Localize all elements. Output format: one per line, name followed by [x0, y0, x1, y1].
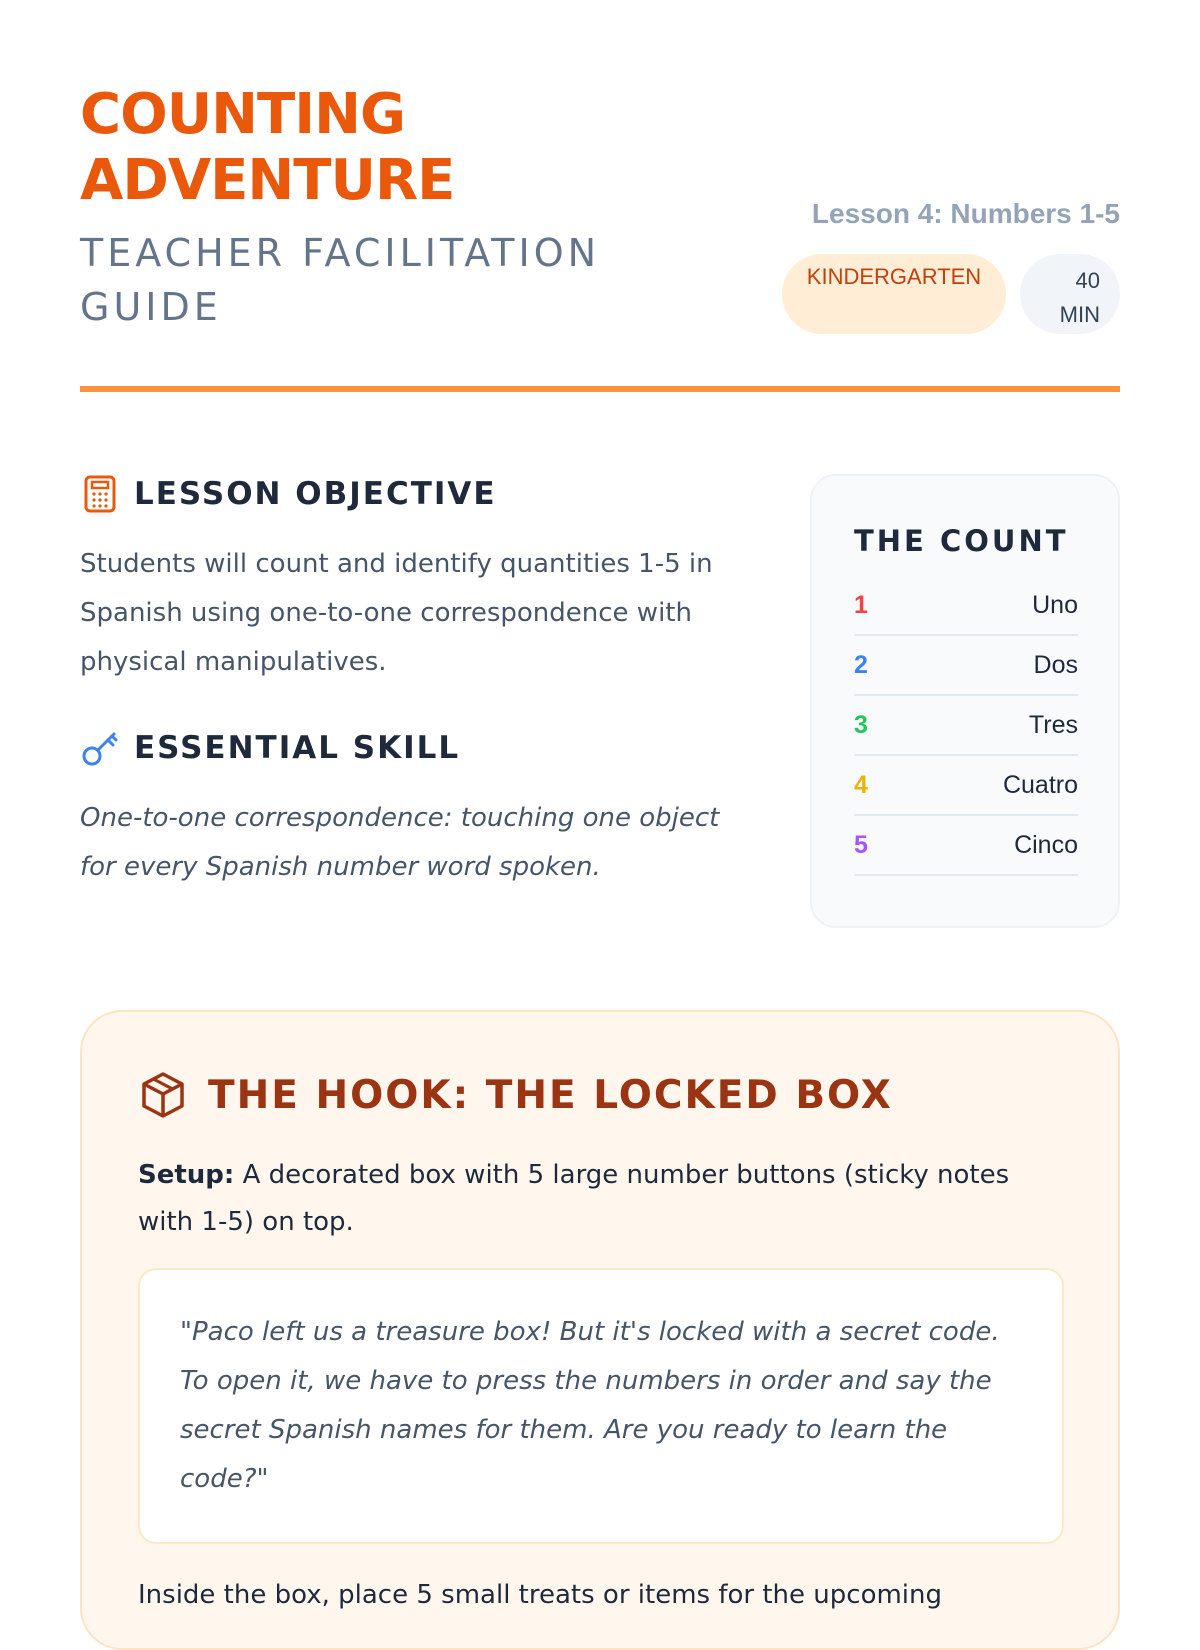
- count-word: Cuatro: [1002, 770, 1078, 799]
- count-number: 3: [854, 710, 868, 739]
- count-row: [854, 636, 1078, 696]
- hook-card: [80, 1010, 1120, 1650]
- header-divider: [80, 386, 1120, 392]
- objective-text: Students will count and identify quantities 1-5 in Spanish using one-to-one correspondence with physical manipulatives.: [80, 549, 713, 677]
- count-card: [810, 474, 1120, 928]
- setup-text: A decorated box with 5 large number buttons (sticky notes with 1-5) on top.: [138, 1160, 1010, 1237]
- skill-heading-row: [80, 728, 460, 768]
- skill-heading: ESSENTIAL SKILL: [134, 730, 461, 766]
- count-word: Cinco: [1014, 830, 1078, 859]
- objective-heading: LESSON OBJECTIVE: [134, 476, 497, 512]
- hook-setup: [138, 1152, 1038, 1246]
- count-number: 5: [854, 830, 868, 859]
- count-heading: THE COUNT: [854, 524, 1069, 558]
- objective-heading-row: [80, 474, 497, 514]
- page-subtitle: TEACHER FACILITATION GUIDE: [80, 231, 601, 329]
- box-icon: [138, 1070, 188, 1120]
- hook-heading: THE HOOK: THE LOCKED BOX: [208, 1072, 893, 1118]
- count-word: Tres: [1028, 710, 1078, 739]
- hook-heading-row: [138, 1070, 893, 1120]
- calculator-icon: [80, 474, 120, 514]
- count-word: Dos: [1033, 650, 1078, 679]
- grade-badge: KINDERGARTEN: [782, 254, 1006, 334]
- count-row: [854, 816, 1078, 876]
- hook-after-text: Inside the box, place 5 small treats or items for the upcoming: [138, 1580, 943, 1610]
- hook-quote: "Paco left us a treasure box! But it's locked with a secret code. To open it, we have to press the numbers in order and say the secret Spanish names for them. Are you ready to learn the code?": [180, 1317, 1000, 1494]
- count-word: Uno: [1032, 590, 1078, 619]
- count-number: 4: [854, 770, 868, 799]
- setup-label: Setup:: [138, 1160, 235, 1190]
- duration-badge: 40 MIN: [1020, 254, 1120, 334]
- count-number: 2: [854, 650, 868, 679]
- count-number: 1: [854, 590, 868, 619]
- count-row: [854, 576, 1078, 636]
- lesson-label: Lesson 4: Numbers 1-5: [811, 198, 1120, 229]
- lesson-guide-page: [80, 0, 1120, 1610]
- key-icon: [80, 728, 120, 768]
- page-title: COUNTING ADVENTURE: [80, 82, 455, 213]
- hook-quote-box: [138, 1268, 1064, 1544]
- skill-text: One-to-one correspondence: touching one object for every Spanish number word spoken.: [80, 803, 720, 882]
- count-list: [854, 576, 1078, 876]
- count-row: [854, 756, 1078, 816]
- count-row: [854, 696, 1078, 756]
